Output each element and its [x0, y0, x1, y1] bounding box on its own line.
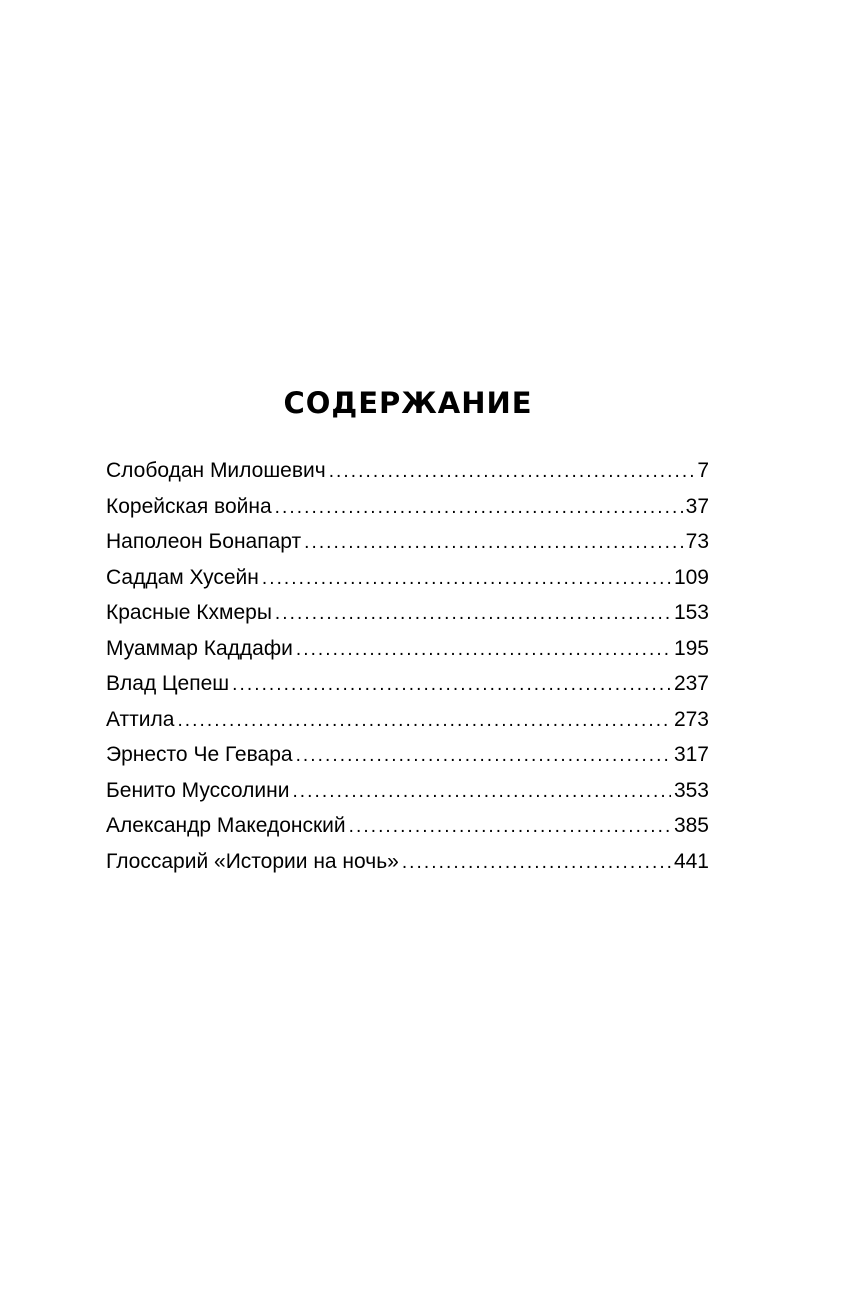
toc-entry-page: 317	[673, 743, 709, 766]
toc-entry-page: 441	[673, 849, 709, 873]
toc-entry-title: Александр Македонский	[106, 814, 346, 837]
toc-entry-page: 73	[685, 530, 709, 553]
toc-entry-page: 385	[673, 814, 709, 837]
toc-entry-page: 37	[685, 494, 709, 518]
table-of-contents	[106, 453, 709, 879]
toc-entry	[106, 844, 709, 880]
toc-entry	[106, 702, 709, 738]
toc-entry-title: Корейская война	[106, 494, 272, 518]
toc-entry	[106, 560, 709, 596]
toc-entry-page: 273	[673, 707, 709, 731]
toc-entry-title: Аттила	[106, 707, 175, 731]
toc-entry-title: Слободан Милошевич	[106, 459, 326, 482]
toc-entry-title: Саддам Хусейн	[106, 565, 259, 589]
dot-leader	[232, 667, 671, 703]
toc-entry-page: 353	[673, 778, 709, 802]
toc-entry-title: Бенито Муссолини	[106, 778, 290, 802]
toc-entry-page: 237	[673, 672, 709, 695]
toc-entry	[106, 773, 709, 809]
toc-entry	[106, 666, 709, 702]
toc-entry	[106, 808, 709, 844]
toc-entry-title: Муаммар Каддафи	[106, 636, 293, 660]
toc-entry-page: 7	[697, 459, 709, 482]
dot-leader	[304, 525, 683, 561]
toc-entry-page: 109	[673, 565, 709, 589]
dot-leader	[329, 454, 695, 490]
dot-leader	[292, 774, 671, 810]
dot-leader	[296, 632, 671, 668]
dot-leader	[177, 703, 671, 739]
toc-entry	[106, 631, 709, 667]
toc-entry-page: 153	[673, 601, 709, 624]
toc-entry-page: 195	[673, 636, 709, 660]
toc-entry	[106, 453, 709, 489]
dot-leader	[275, 490, 683, 526]
dot-leader	[349, 809, 671, 845]
toc-entry-title: Влад Цепеш	[106, 672, 230, 695]
page-title: СОДЕРЖАНИЕ	[283, 386, 533, 420]
toc-entry-title: Наполеон Бонапарт	[106, 530, 302, 553]
toc-entry	[106, 524, 709, 560]
toc-entry-title: Красные Кхмеры	[106, 601, 272, 624]
dot-leader	[275, 596, 671, 632]
toc-entry	[106, 737, 709, 773]
dot-leader	[296, 738, 671, 774]
dot-leader	[402, 845, 671, 881]
toc-entry	[106, 595, 709, 631]
dot-leader	[262, 561, 671, 597]
toc-entry-title: Глоссарий «Истории на ночь»	[106, 849, 399, 873]
toc-entry-title: Эрнесто Че Гевара	[106, 743, 293, 766]
toc-entry	[106, 489, 709, 525]
